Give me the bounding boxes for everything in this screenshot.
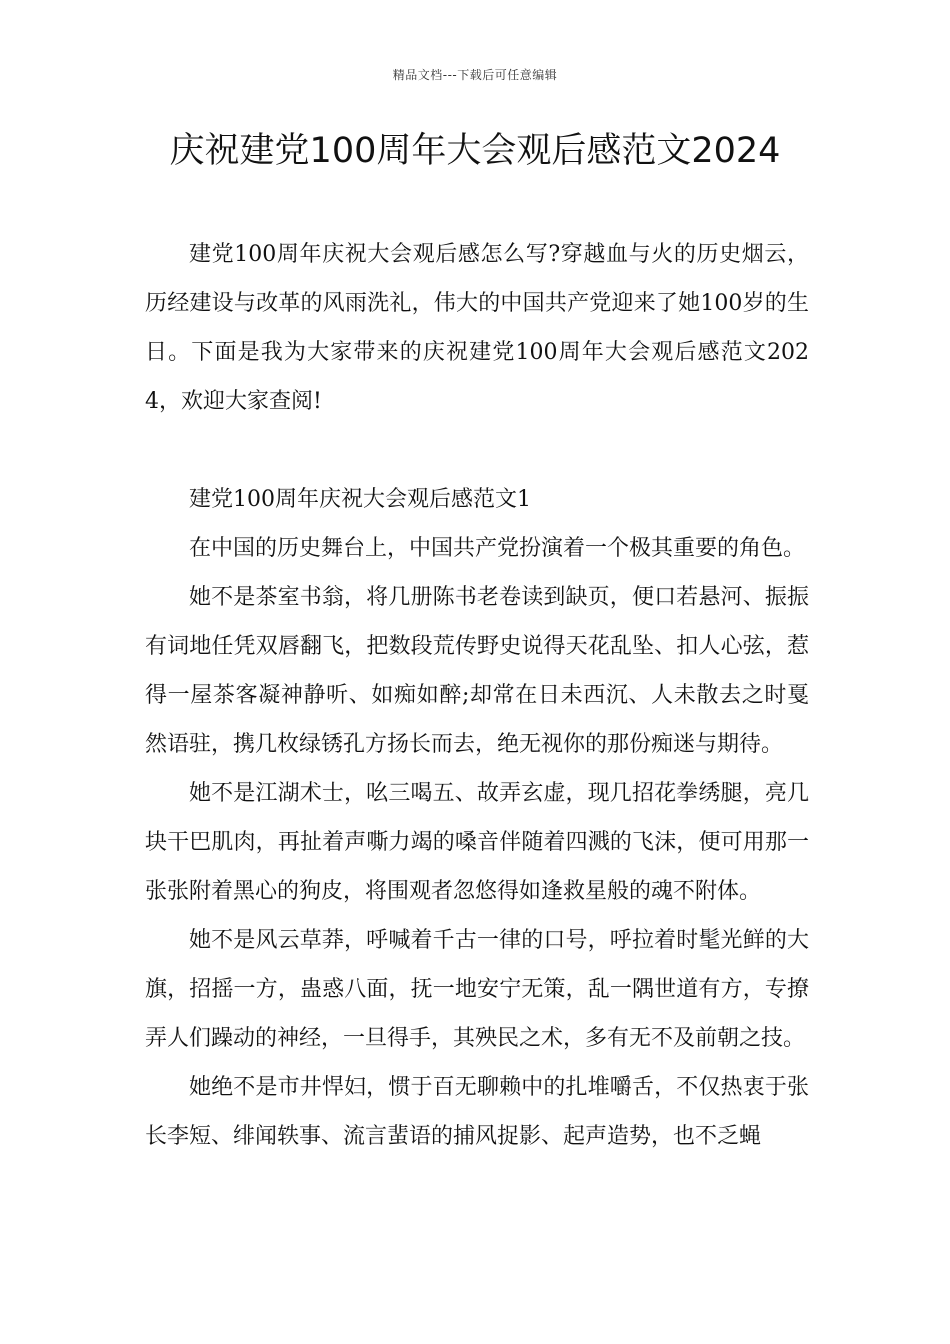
document-title: 庆祝建党100周年大会观后感范文2024: [169, 131, 781, 171]
body-paragraph-5: 她绝不是市井悍妇，惯于百无聊赖中的扎堆嚼舌，不仅热衷于张长李短、绯闻轶事、流言蜚语的捕风捉影、起声造势，也不乏蝇: [145, 1075, 809, 1149]
document-body: [145, 230, 809, 1161]
body-paragraph-4: 她不是风云草莽，呼喊着千古一律的口号，呼拉着时髦光鲜的大旗，招摇一方，蛊惑八面，抚一地安宁无策，乱一隅世道有方，专撩弄人们躁动的神经，一旦得手，其殃民之术，多有无不及前朝之技。: [145, 928, 809, 1051]
section-heading: 建党100周年庆祝大会观后感范文1: [189, 487, 531, 512]
header-note: 精品文档---下载后可任意编辑: [392, 68, 558, 82]
body-paragraph-2: 她不是茶室书翁，将几册陈书老卷读到缺页，便口若悬河、振振有词地任凭双唇翻飞，把数段荒传野史说得天花乱坠、扣人心弦，惹得一屋茶客凝神静听、如痴如醉;却常在日未西沉、人未散去之时戛然语驻，携几枚绿锈孔方扬长而去，绝无视你的那份痴迷与期待。: [145, 585, 809, 757]
body-paragraph-1: 在中国的历史舞台上，中国共产党扮演着一个极其重要的角色。: [189, 536, 806, 561]
paragraph-gap: [145, 426, 809, 475]
intro-paragraph: 建党100周年庆祝大会观后感怎么写?穿越血与火的历史烟云，历经建设与改革的风雨洗礼，伟大的中国共产党迎来了她100岁的生日。下面是我为大家带来的庆祝建党100周年大会观后感范文2024，欢迎大家查阅!: [145, 242, 809, 414]
body-paragraph-3: 她不是江湖术士，吆三喝五、故弄玄虚，现几招花拳绣腿，亮几块干巴肌肉，再扯着声嘶力竭的嗓音伴随着四溅的飞沫，便可用那一张张附着黑心的狗皮，将围观者忽悠得如逢救星般的魂不附体。: [145, 781, 809, 904]
